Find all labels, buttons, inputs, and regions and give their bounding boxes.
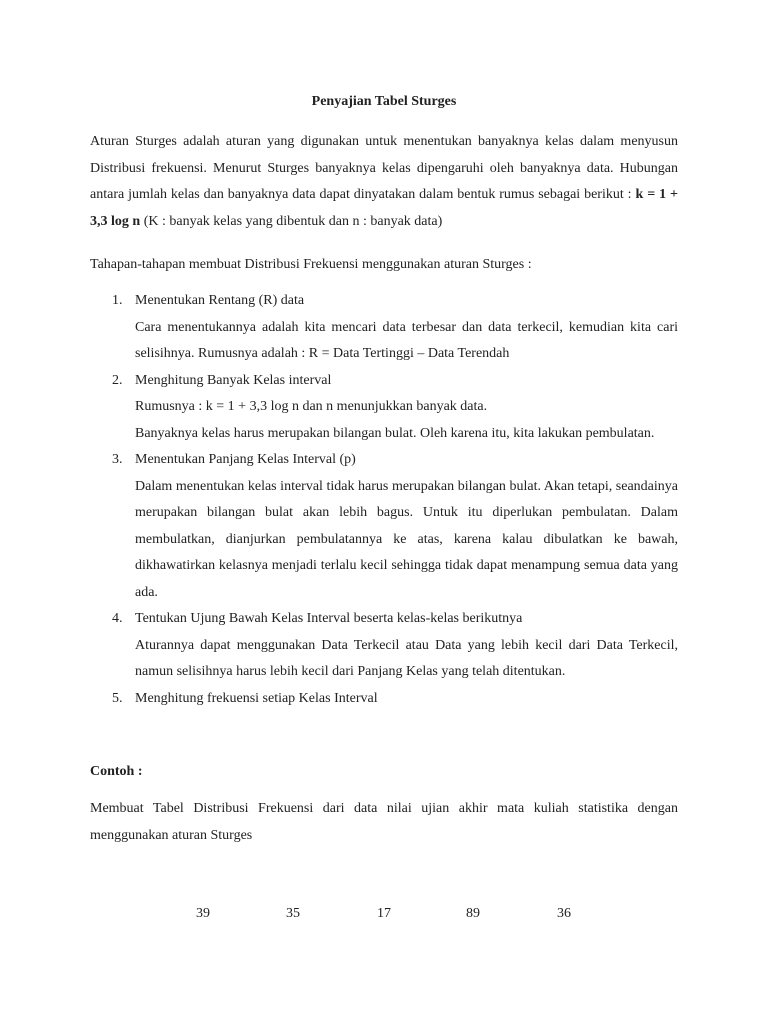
step-description: Cara menentukannya adalah kita mencari data terbesar dan data terkecil, kemudian kita cari selisihnya. Rumusnya adalah : R = Data Tertinggi – Data Terendah xyxy=(135,319,678,361)
step-description: Banyaknya kelas harus merupakan bilangan bulat. Oleh karena itu, kita lakukan pembulatan. xyxy=(135,425,655,441)
step-heading: Menghitung Banyak Kelas interval xyxy=(135,372,332,388)
step-heading: Menentukan Rentang (R) data xyxy=(135,293,305,308)
step-number: 1. xyxy=(112,293,123,308)
formula-legend: (K : banyak kelas yang dibentuk dan n : banyak data) xyxy=(143,213,443,229)
step-item xyxy=(90,368,678,448)
step-number: 2. xyxy=(112,372,123,388)
example-paragraph: Membuat Tabel Distribusi Frekuensi dari data nilai ujian akhir mata kuliah statistika dengan menggunakan aturan Sturges xyxy=(90,801,678,843)
data-value: 17 xyxy=(377,906,391,921)
steps-list xyxy=(90,288,678,712)
document-title: Penyajian Tabel Sturges xyxy=(311,94,457,109)
step-heading: Tentukan Ujung Bawah Kelas Interval beserta kelas-kelas berikutnya xyxy=(135,611,523,626)
intro-text: Aturan Sturges adalah aturan yang digunakan untuk menentukan banyaknya kelas dalam menyusun Distribusi frekuensi. Menurut Sturges banyaknya kelas dipengaruhi oleh banyaknya data. Hubungan antara jumlah kelas dan banyaknya data dapat dinyatakan dalam bentuk rumus sebagai berikut : xyxy=(90,134,678,202)
step-item xyxy=(90,288,678,368)
intro-paragraph xyxy=(90,129,678,235)
data-values-row xyxy=(90,906,678,926)
step-heading: Menentukan Panjang Kelas Interval (p) xyxy=(135,452,356,467)
data-value: 36 xyxy=(557,906,571,921)
sturges-formula: k = 1 + 3,3 log n xyxy=(90,187,678,229)
step-number: 4. xyxy=(112,611,123,626)
data-value: 89 xyxy=(466,906,480,921)
step-number: 3. xyxy=(112,452,123,467)
data-value: 35 xyxy=(286,906,300,921)
step-heading: Menghitung frekuensi setiap Kelas Interval xyxy=(135,690,378,706)
steps-intro: Tahapan-tahapan membuat Distribusi Frekuensi menggunakan aturan Sturges : xyxy=(90,257,532,272)
step-description: Dalam menentukan kelas interval tidak harus merupakan bilangan bulat. Akan tetapi, seandainya merupakan bilangan bulat akan lebih bagus. Untuk itu diperlukan pembulatan. Dalam membulatkan, dianjurkan pembulatannya ke atas, karena kalau dibulatkan ke bawah, dikhawatirkan kelasnya menjadi terlalu kecil sehingga tidak dapat menampung semua data yang ada. xyxy=(135,478,678,600)
step-description: Aturannya dapat menggunakan Data Terkecil atau Data yang lebih kecil dari Data Terkecil, namun selisihnya harus lebih kecil dari Panjang Kelas yang telah ditentukan. xyxy=(135,637,678,679)
step-description: Rumusnya : k = 1 + 3,3 log n dan n menunjukkan banyak data. xyxy=(135,399,488,414)
step-item xyxy=(90,606,678,686)
data-value: 39 xyxy=(196,906,210,921)
step-item xyxy=(90,686,678,713)
step-item xyxy=(90,447,678,606)
step-number: 5. xyxy=(112,690,123,706)
example-label: Contoh : xyxy=(90,764,143,779)
